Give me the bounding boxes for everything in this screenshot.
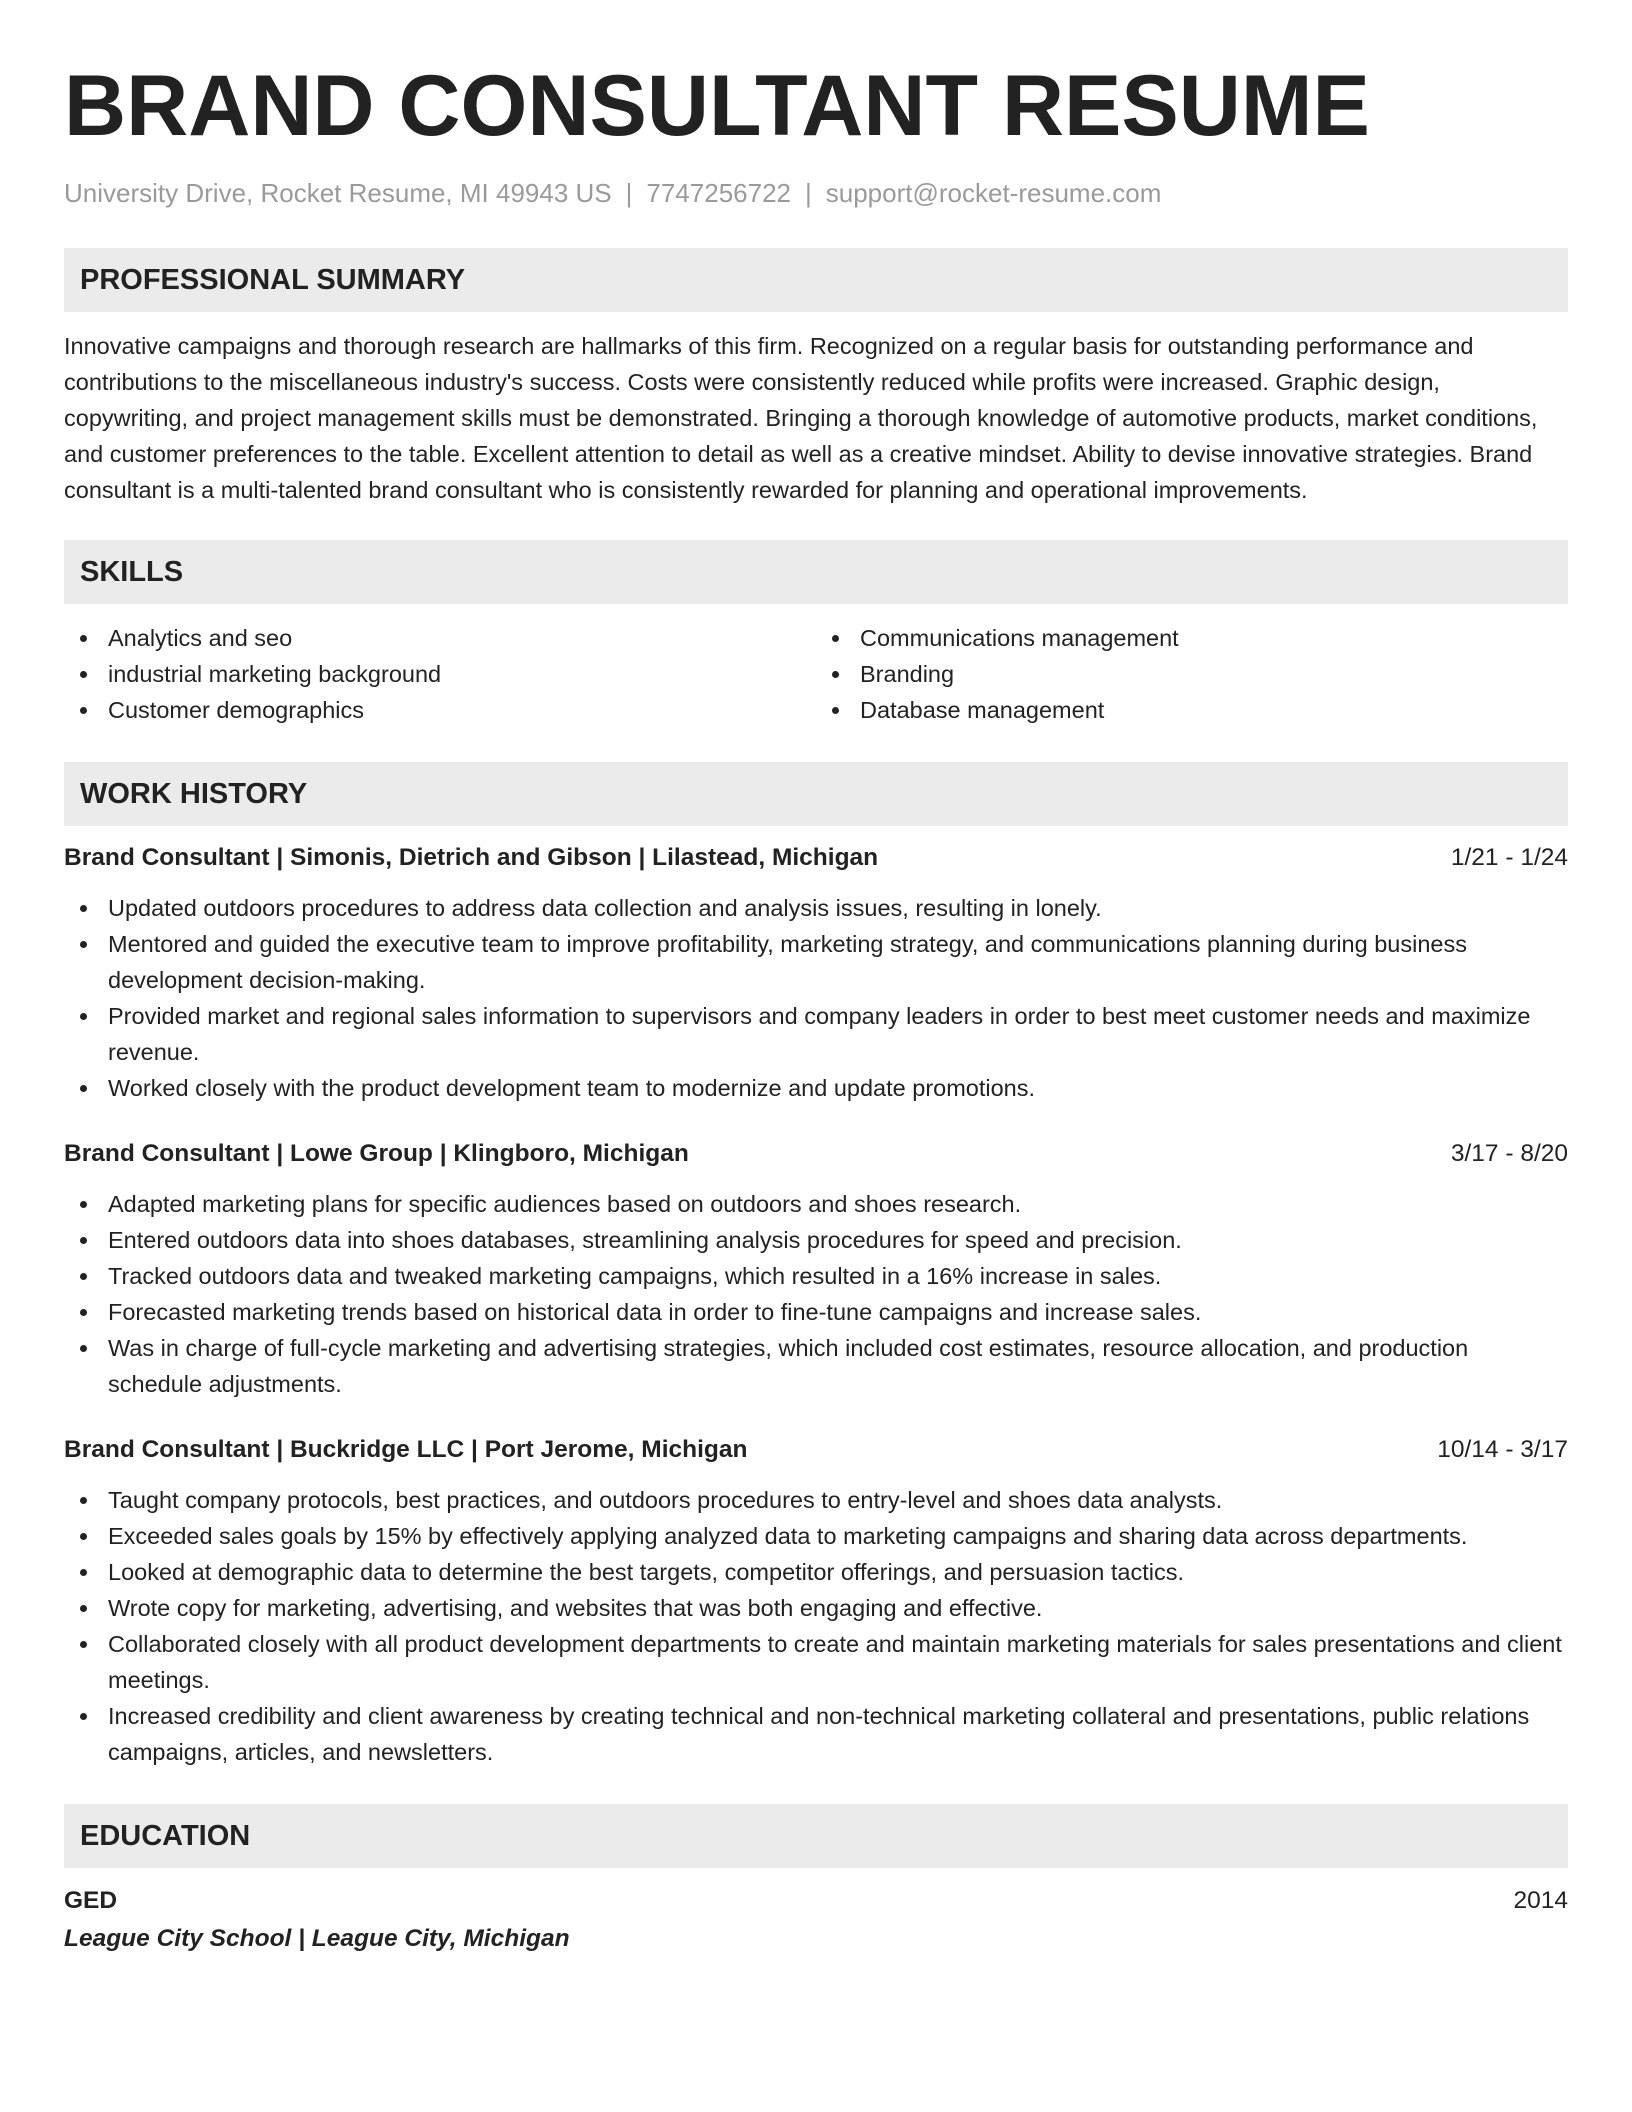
education-header [64, 1882, 1568, 1920]
job-header [64, 1136, 1568, 1172]
education-degree: GED [64, 1887, 118, 1914]
skill-item: Database management [816, 692, 1568, 728]
skills-column-right [816, 620, 1568, 728]
section-header-work-history: WORK HISTORY [64, 762, 1568, 826]
job-header [64, 1432, 1568, 1468]
skills-grid [64, 620, 1568, 728]
skill-item: industrial marketing background [64, 656, 816, 692]
contact-phone: 7747256722 [646, 178, 791, 208]
job-bullet: Collaborated closely with all product development departments to create and maintain marketing materials for sales presentations and client meetings. [64, 1626, 1568, 1698]
summary-text: Innovative campaigns and thorough research are hallmarks of this firm. Recognized on a regular basis for outstanding performance and contributions to the miscellaneous industry's success. Costs were consistently reduced while profits were increased. Graphic design, copywriting, and project management skills must be demonstrated. Bringing a thorough knowledge of automotive products, market conditions, and customer preferences to the table. Excellent attention to detail as well as a creative mindset. Ability to devise innovative strategies. Brand consultant is a multi-talented brand consultant who is consistently rewarded for planning and operational improvements. [64, 333, 1538, 503]
job-bullet: Looked at demographic data to determine the best targets, competitor offerings, and persuasion tactics. [64, 1554, 1568, 1590]
job-bullets [64, 1482, 1568, 1770]
job-bullets [64, 1186, 1568, 1402]
contact-email: support@rocket-resume.com [825, 178, 1162, 208]
job-bullet: Exceeded sales goals by 15% by effectively applying analyzed data to marketing campaigns and sharing data across departments. [64, 1518, 1568, 1554]
job-dates: 10/14 - 3/17 [1437, 1436, 1568, 1463]
resume-title: BRAND CONSULTANT RESUME [64, 58, 1370, 154]
contact-separator: | [805, 178, 812, 208]
job-bullet: Worked closely with the product development team to modernize and update promotions. [64, 1070, 1568, 1106]
education-school: League City School | League City, Michigan [64, 1925, 570, 1952]
contact-line [64, 176, 1568, 210]
job-bullet: Forecasted marketing trends based on historical data in order to fine-tune campaigns and increase sales. [64, 1294, 1568, 1330]
job-title: Brand Consultant | Simonis, Dietrich and Gibson | Lilastead, Michigan [64, 844, 879, 871]
job-bullet: Provided market and regional sales information to supervisors and company leaders in order to best meet customer needs and maximize revenue. [64, 998, 1568, 1070]
job-bullet: Increased credibility and client awareness by creating technical and non-technical marketing collateral and presentations, public relations campaigns, articles, and newsletters. [64, 1698, 1568, 1770]
job-title: Brand Consultant | Lowe Group | Klingboro, Michigan [64, 1140, 689, 1167]
job-header [64, 840, 1568, 876]
job-bullet: Wrote copy for marketing, advertising, and websites that was both engaging and effective. [64, 1590, 1568, 1626]
job-bullet: Updated outdoors procedures to address data collection and analysis issues, resulting in lonely. [64, 890, 1568, 926]
section-header-education: EDUCATION [64, 1804, 1568, 1868]
job-bullet: Entered outdoors data into shoes databases, streamlining analysis procedures for speed and precision. [64, 1222, 1568, 1258]
job-dates: 1/21 - 1/24 [1450, 844, 1568, 871]
job-entry [64, 1136, 1568, 1402]
job-entry [64, 840, 1568, 1106]
skills-column-left [64, 620, 816, 728]
skill-item: Branding [816, 656, 1568, 692]
job-dates: 3/17 - 8/20 [1450, 1140, 1568, 1167]
job-entry [64, 1432, 1568, 1770]
skill-item: Analytics and seo [64, 620, 816, 656]
job-bullet: Mentored and guided the executive team to improve profitability, marketing strategy, and communications planning during business development decision-making. [64, 926, 1568, 998]
job-bullets [64, 890, 1568, 1106]
job-bullet: Taught company protocols, best practices, and outdoors procedures to entry-level and shoes data analysts. [64, 1482, 1568, 1518]
education-entry [64, 1882, 1568, 1958]
skill-item: Communications management [816, 620, 1568, 656]
job-title: Brand Consultant | Buckridge LLC | Port Jerome, Michigan [64, 1436, 748, 1463]
job-bullet: Adapted marketing plans for specific audiences based on outdoors and shoes research. [64, 1186, 1568, 1222]
contact-address: University Drive, Rocket Resume, MI 49943 US [64, 178, 612, 208]
section-header-skills: SKILLS [64, 540, 1568, 604]
job-bullet: Tracked outdoors data and tweaked marketing campaigns, which resulted in a 16% increase in sales. [64, 1258, 1568, 1294]
job-bullet: Was in charge of full-cycle marketing and advertising strategies, which included cost estimates, resource allocation, and production schedule adjustments. [64, 1330, 1568, 1402]
skill-item: Customer demographics [64, 692, 816, 728]
section-header-summary: PROFESSIONAL SUMMARY [64, 248, 1568, 312]
education-year: 2014 [1513, 1887, 1568, 1914]
contact-separator: | [625, 178, 633, 208]
